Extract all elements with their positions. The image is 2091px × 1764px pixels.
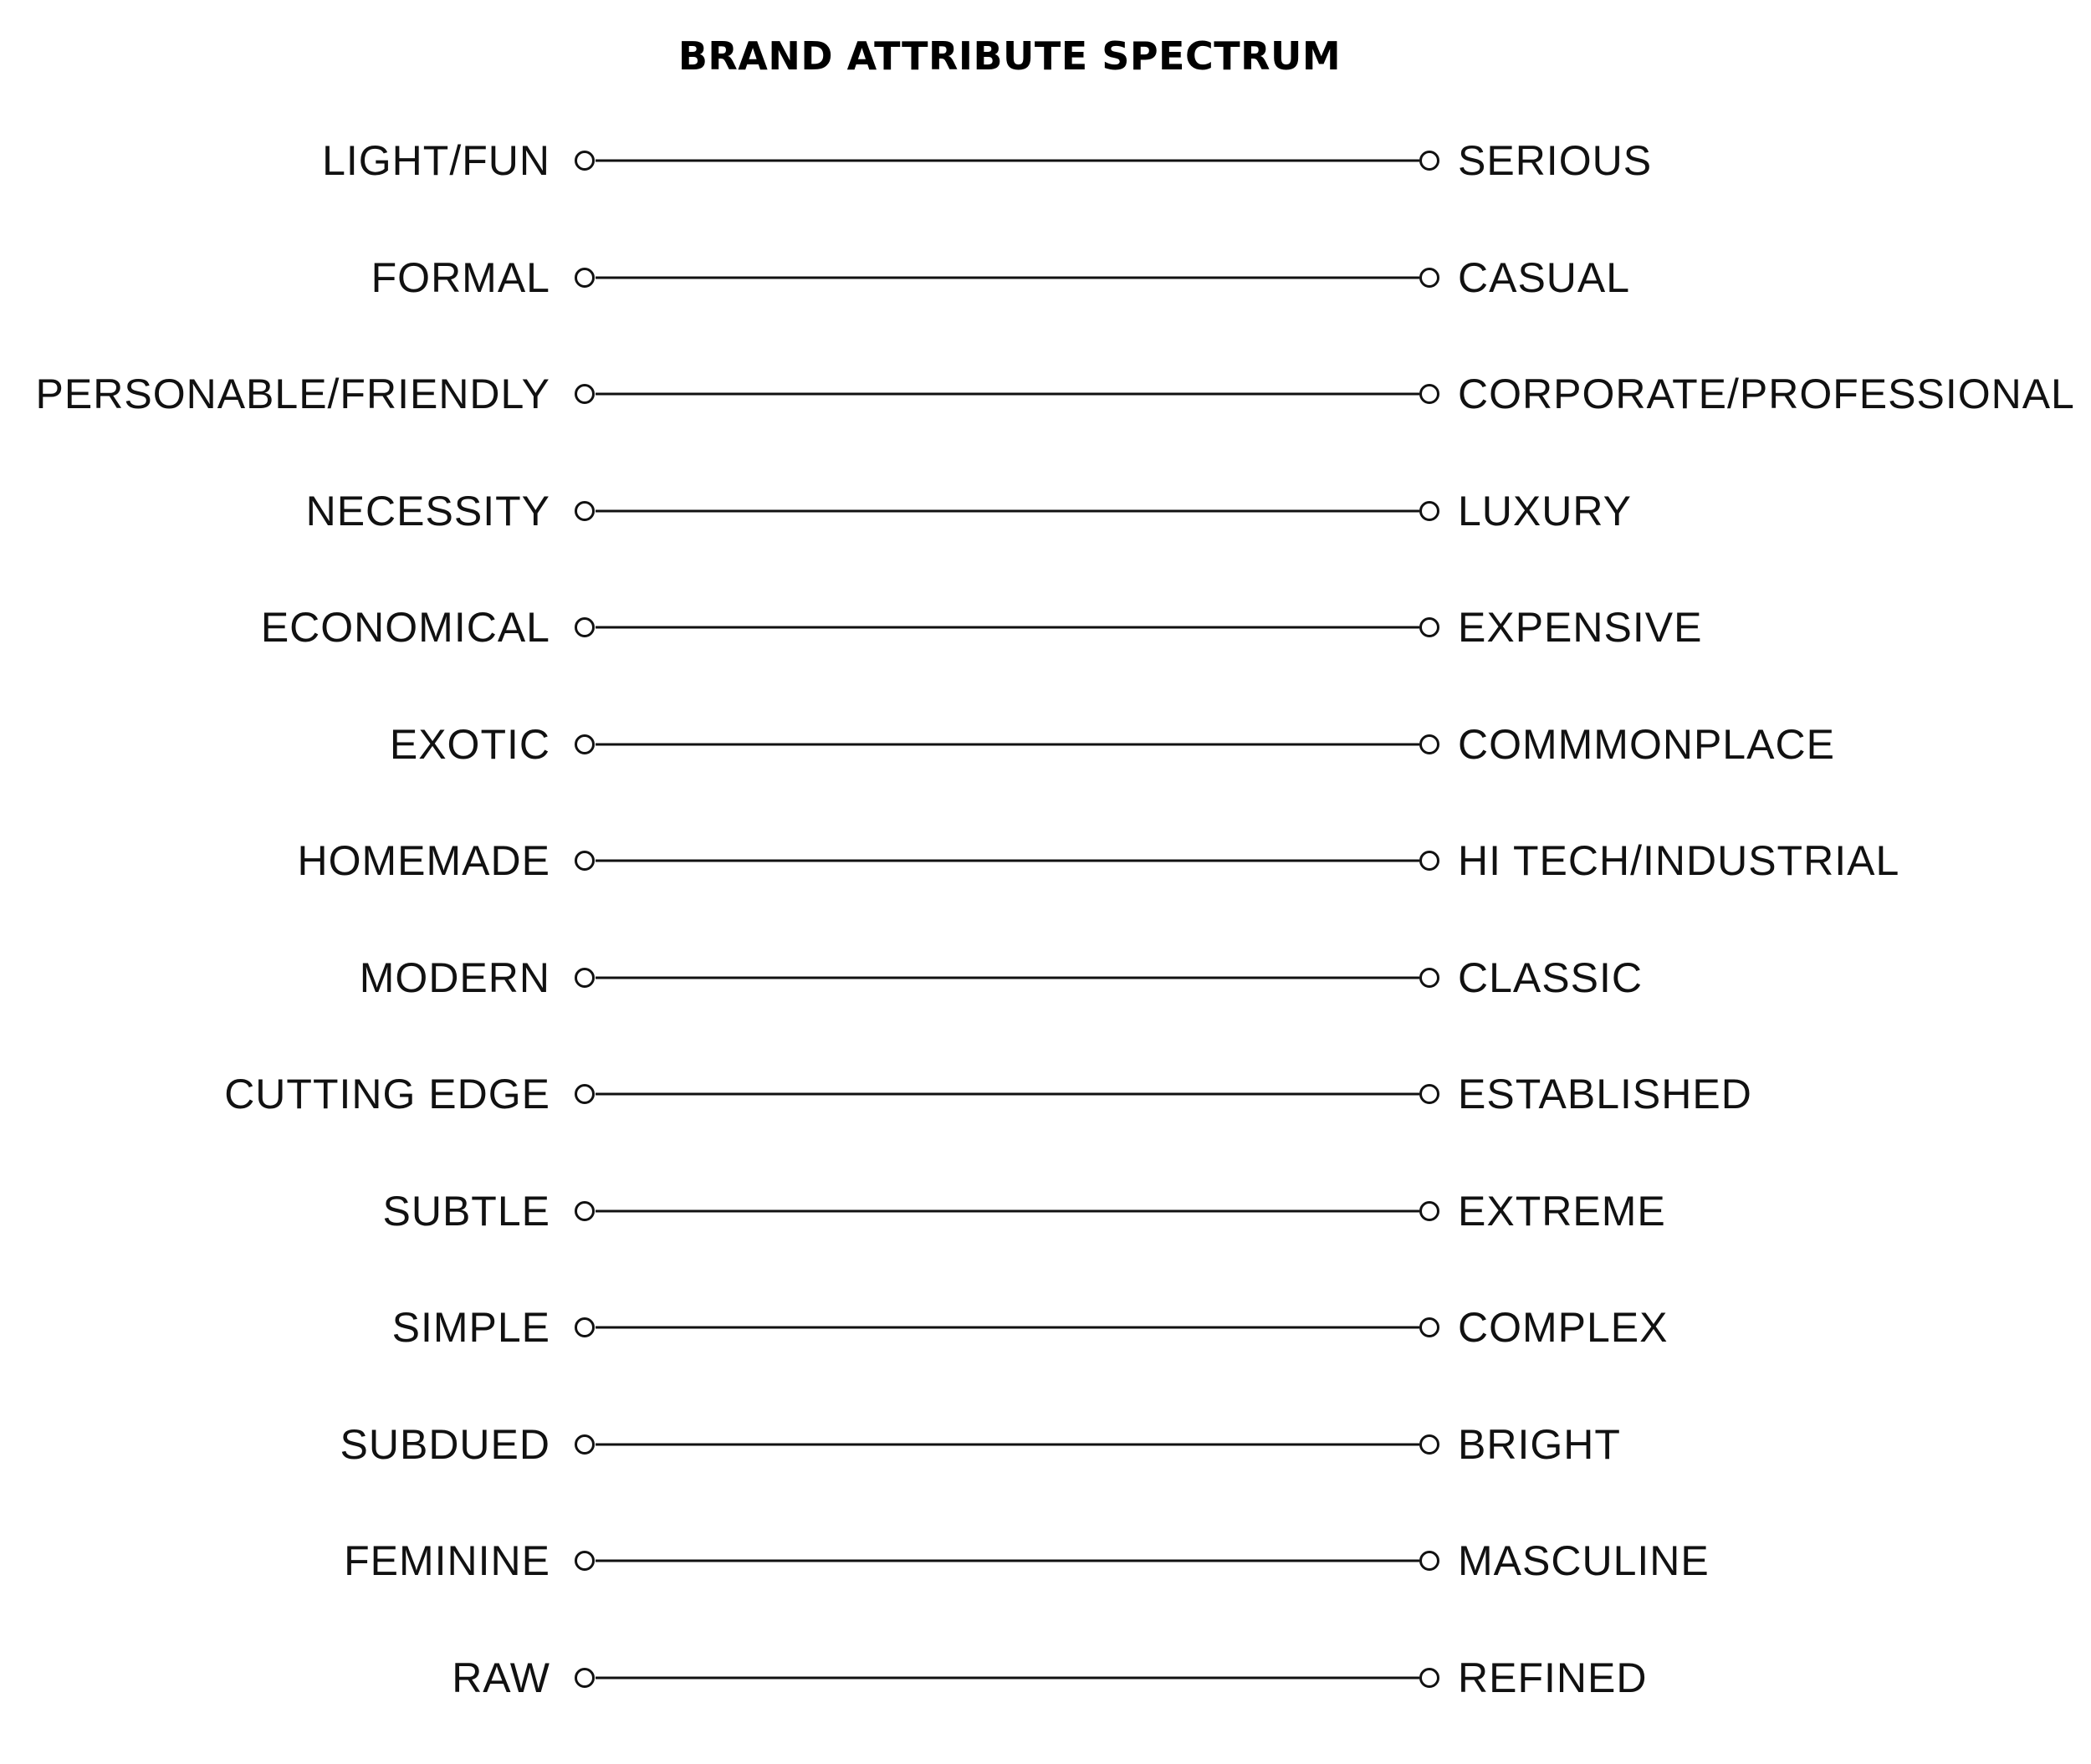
- spectrum-left-node: [575, 384, 595, 404]
- spectrum-line: [596, 1676, 1419, 1679]
- spectrum-right-node: [1419, 851, 1439, 871]
- spectrum-row: [0, 1411, 2091, 1478]
- spectrum-right-node: [1419, 151, 1439, 171]
- spectrum-line: [596, 743, 1419, 745]
- spectrum-row: [0, 478, 2091, 545]
- spectrum-left-label: ECONOMICAL: [260, 604, 550, 651]
- spectrum-left-label: SUBDUED: [340, 1420, 550, 1468]
- spectrum-line: [596, 1443, 1419, 1445]
- spectrum-right-node: [1419, 734, 1439, 754]
- spectrum-right-label: SERIOUS: [1458, 137, 1653, 184]
- spectrum-left-node: [575, 1434, 595, 1455]
- spectrum-line: [596, 276, 1419, 279]
- spectrum-right-node: [1419, 1668, 1439, 1688]
- spectrum-row: [0, 1061, 2091, 1127]
- spectrum-left-label: RAW: [452, 1654, 550, 1701]
- spectrum-left-node: [575, 617, 595, 637]
- spectrum-left-node: [575, 1551, 595, 1571]
- spectrum-left-label: EXOTIC: [389, 720, 550, 768]
- spectrum-row: [0, 827, 2091, 894]
- spectrum-right-label: CLASSIC: [1458, 954, 1643, 1001]
- spectrum-left-node: [575, 151, 595, 171]
- spectrum-row: [0, 360, 2091, 427]
- spectrum-line: [596, 1093, 1419, 1096]
- spectrum-right-label: LUXURY: [1458, 487, 1632, 534]
- spectrum-right-label: ESTABLISHED: [1458, 1071, 1752, 1117]
- spectrum-line: [596, 976, 1419, 979]
- spectrum-left-node: [575, 968, 595, 988]
- spectrum-right-label: BRIGHT: [1458, 1420, 1621, 1468]
- spectrum-right-label: MASCULINE: [1458, 1537, 1710, 1584]
- spectrum-row: [0, 944, 2091, 1011]
- spectrum-line: [596, 626, 1419, 629]
- spectrum-left-label: SUBTLE: [382, 1187, 550, 1235]
- spectrum-left-node: [575, 734, 595, 754]
- spectrum-left-node: [575, 851, 595, 871]
- spectrum-right-node: [1419, 1084, 1439, 1104]
- spectrum-left-label: FEMININE: [344, 1537, 550, 1584]
- spectrum-left-label: SIMPLE: [391, 1304, 550, 1351]
- spectrum-line: [596, 509, 1419, 512]
- spectrum-left-label: FORMAL: [371, 253, 550, 301]
- spectrum-right-node: [1419, 1317, 1439, 1337]
- spectrum-left-label: PERSONABLE/FRIENDLY: [35, 371, 550, 417]
- spectrum-right-label: COMMMONPLACE: [1458, 720, 1835, 768]
- spectrum-line: [596, 160, 1419, 162]
- spectrum-right-node: [1419, 1434, 1439, 1455]
- spectrum-line: [596, 1209, 1419, 1212]
- spectrum-row: [0, 1294, 2091, 1361]
- spectrum-line: [596, 1560, 1419, 1562]
- spectrum-right-label: EXTREME: [1458, 1187, 1666, 1235]
- spectrum-right-node: [1419, 384, 1439, 404]
- page-title: BRAND ATTRIBUTE SPECTRUM: [677, 33, 1342, 79]
- spectrum-right-node: [1419, 268, 1439, 288]
- spectrum-left-label: MODERN: [359, 954, 550, 1001]
- spectrum-left-node: [575, 1668, 595, 1688]
- spectrum-right-label: CASUAL: [1458, 253, 1631, 301]
- spectrum-right-label: CORPORATE/PROFESSIONAL: [1458, 371, 2075, 417]
- spectrum-left-label: CUTTING EDGE: [224, 1071, 550, 1117]
- spectrum-left-node: [575, 1084, 595, 1104]
- spectrum-row: [0, 1527, 2091, 1594]
- spectrum-row: [0, 244, 2091, 311]
- spectrum-right-node: [1419, 501, 1439, 521]
- spectrum-left-label: HOMEMADE: [297, 837, 550, 884]
- spectrum-right-node: [1419, 617, 1439, 637]
- spectrum-line: [596, 1327, 1419, 1329]
- spectrum-right-node: [1419, 1551, 1439, 1571]
- spectrum-right-node: [1419, 968, 1439, 988]
- spectrum-left-label: LIGHT/FUN: [322, 137, 550, 184]
- spectrum-right-node: [1419, 1201, 1439, 1221]
- spectrum-row: [0, 1644, 2091, 1711]
- spectrum-line: [596, 393, 1419, 396]
- spectrum-left-node: [575, 1317, 595, 1337]
- spectrum-right-label: HI TECH/INDUSTRIAL: [1458, 837, 1900, 884]
- spectrum-line: [596, 860, 1419, 862]
- spectrum-left-node: [575, 1201, 595, 1221]
- spectrum-left-label: NECESSITY: [305, 487, 550, 534]
- spectrum-row: [0, 594, 2091, 661]
- spectrum-right-label: COMPLEX: [1458, 1304, 1669, 1351]
- spectrum-row: [0, 127, 2091, 194]
- spectrum-row: [0, 711, 2091, 778]
- spectrum-left-node: [575, 501, 595, 521]
- spectrum-row: [0, 1178, 2091, 1245]
- spectrum-right-label: EXPENSIVE: [1458, 604, 1703, 651]
- spectrum-left-node: [575, 268, 595, 288]
- spectrum-right-label: REFINED: [1458, 1654, 1648, 1701]
